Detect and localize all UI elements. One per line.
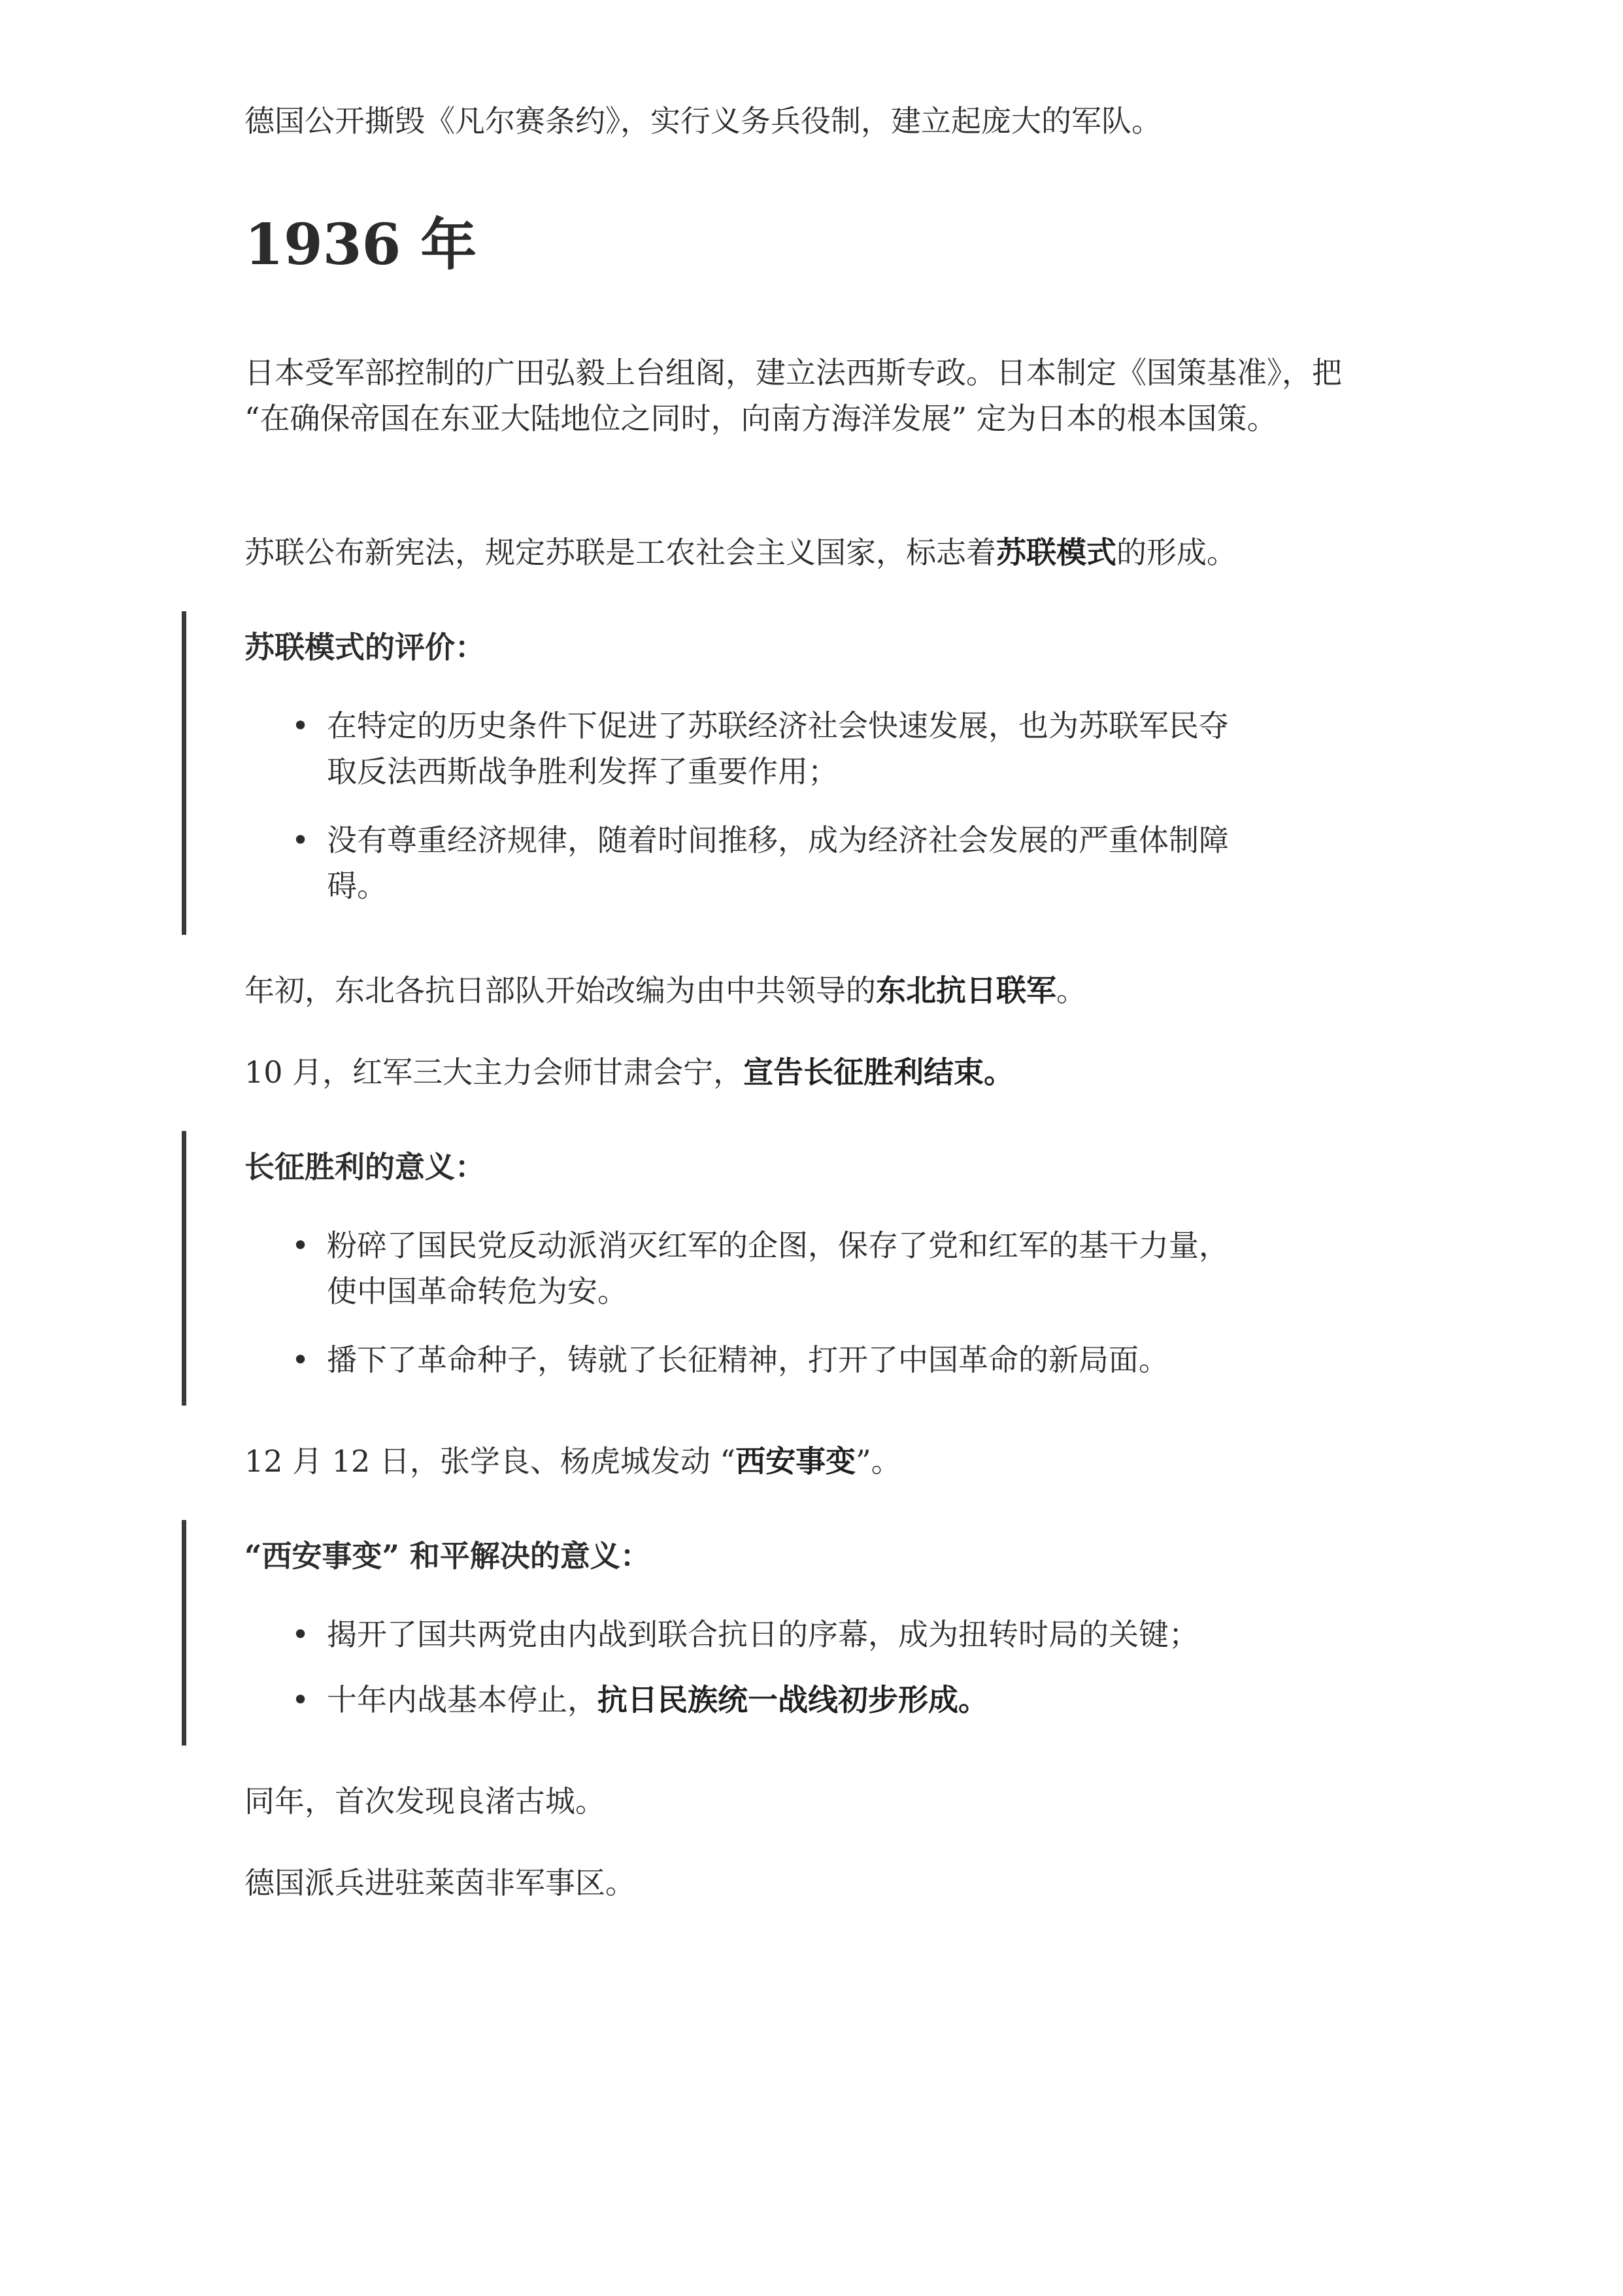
list-item-text: 播下了革命种子，铸就了长征精神，打开了中国革命的新局面。 — [327, 1342, 1169, 1377]
bullet-icon: • — [292, 1617, 310, 1652]
soviet-paragraph — [244, 530, 1237, 575]
bold-term-northeast-army: 东北抗日联军 — [876, 973, 1056, 1008]
bullet-icon: • — [292, 1228, 310, 1263]
northeast-paragraph — [244, 968, 1086, 1013]
list-item — [244, 1223, 1238, 1314]
bullet-icon: • — [292, 822, 310, 858]
text-run: 的形成。 — [1116, 535, 1237, 570]
list-item — [244, 1677, 1238, 1723]
blockquote-xian-significance — [182, 1520, 1297, 1746]
liangzhu-paragraph: 同年，首次发现良渚古城。 — [244, 1783, 605, 1819]
list-item — [244, 1337, 1238, 1383]
xian-paragraph — [244, 1438, 901, 1484]
blockquote-longmarch-significance — [182, 1131, 1297, 1406]
text-run: 10 月，红军三大主力会师甘肃会宁， — [244, 1055, 744, 1090]
bold-term-longmarch-end: 宣告长征胜利结束。 — [743, 1055, 1014, 1090]
japan-paragraph: 日本受军部控制的广田弘毅上台组阁，建立法西斯专政。日本制定《国策基准》，把 “在确保帝国在东亚大陆地位之同时，向南方海洋发展” 定为日本的根本国策。 — [244, 355, 1342, 436]
rhineland-paragraph: 德国派兵进驻莱茵非军事区。 — [244, 1865, 635, 1900]
bold-term-united-front: 抗日民族统一战线初步形成。 — [597, 1682, 988, 1717]
year-heading: 1936 年 — [244, 212, 477, 278]
bullet-icon: • — [292, 708, 310, 743]
bullet-icon: • — [292, 1342, 310, 1377]
longmarch-paragraph — [244, 1049, 1014, 1095]
list-item — [244, 817, 1238, 909]
list-item-text: 粉碎了国民党反动派消灭红军的企图，保存了党和红军的基干力量，使中国革命转危为安。 — [327, 1228, 1229, 1309]
bold-term-soviet-model: 苏联模式 — [996, 535, 1116, 570]
list-item-text: 在特定的历史条件下促进了苏联经济社会快速发展，也为苏联军民夺取反法西斯战争胜利发挥了重要作用； — [327, 708, 1229, 789]
bold-term-xian-incident: 西安事变 — [735, 1443, 856, 1479]
text-run: 。 — [1056, 973, 1086, 1008]
blockquote-title: “西安事变” 和平解决的意义： — [244, 1538, 650, 1574]
blockquote-soviet-evaluation — [182, 611, 1297, 935]
list-item-text: 揭开了国共两党由内战到联合抗日的序幕，成为扭转时局的关键； — [327, 1617, 1199, 1652]
list-item-text: 没有尊重经济规律，随着时间推移，成为经济社会发展的严重体制障碍。 — [327, 822, 1229, 903]
list-item — [244, 1612, 1238, 1657]
text-run: ”。 — [856, 1443, 901, 1479]
text-run: 苏联公布新宪法，规定苏联是工农社会主义国家，标志着 — [244, 535, 996, 570]
bullet-icon: • — [292, 1682, 310, 1717]
blockquote-title: 苏联模式的评价： — [244, 630, 485, 665]
blockquote-title: 长征胜利的意义： — [244, 1149, 485, 1185]
text-run: 十年内战基本停止， — [327, 1682, 597, 1717]
list-item — [244, 703, 1238, 794]
text-run: 年初，东北各抗日部队开始改编为由中共领导的 — [244, 973, 876, 1008]
intro-paragraph: 德国公开撕毁《凡尔赛条约》，实行义务兵役制，建立起庞大的军队。 — [244, 103, 1162, 139]
list-item-text — [327, 1677, 1238, 1723]
text-run: 12 月 12 日，张学良、杨虎城发动 “ — [244, 1443, 736, 1479]
